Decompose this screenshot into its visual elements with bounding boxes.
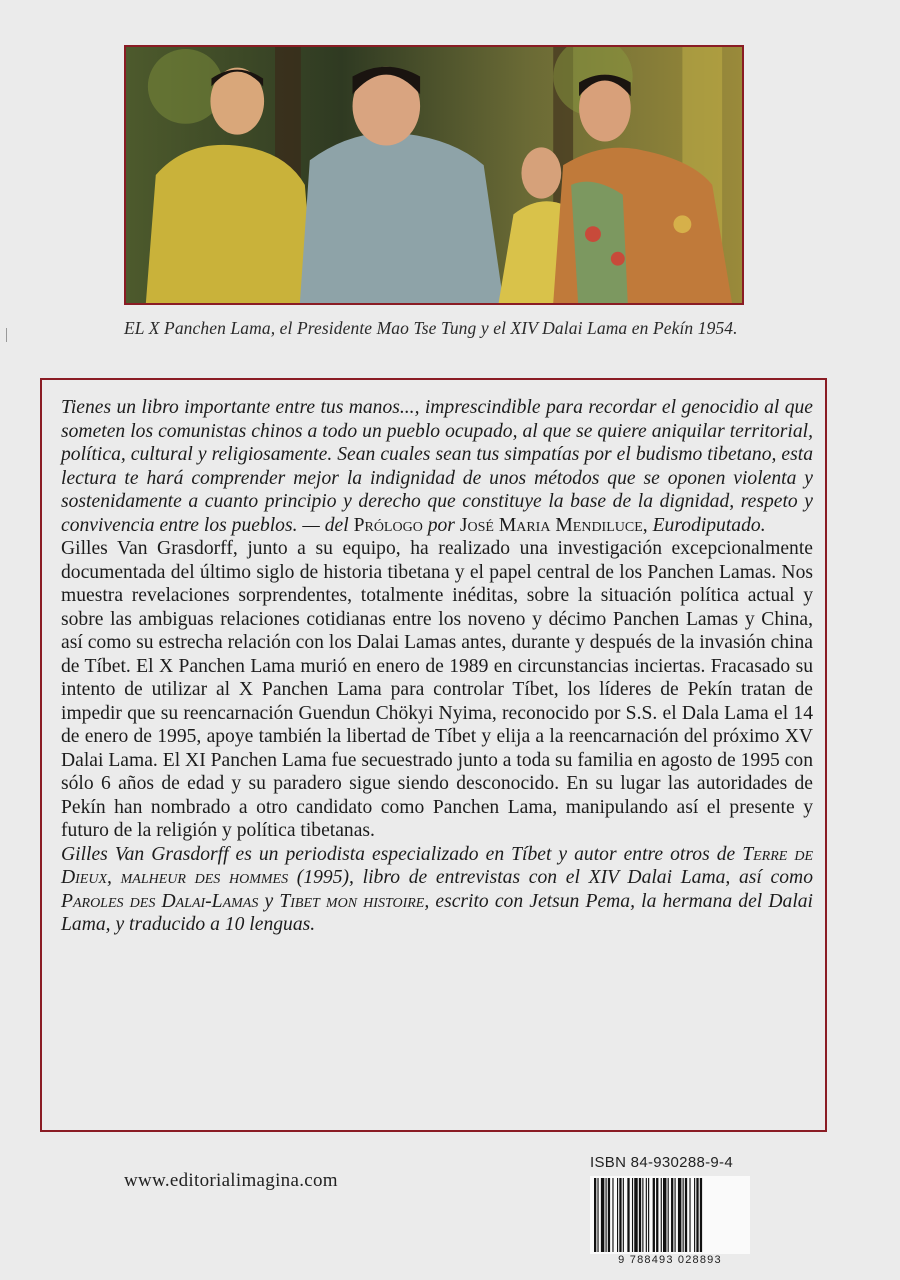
barcode-bar xyxy=(627,1178,629,1252)
barcode-bar xyxy=(683,1178,684,1252)
prologo-label: Prólogo xyxy=(353,514,423,536)
barcode-bar xyxy=(700,1178,702,1252)
barcode-bar xyxy=(661,1178,662,1252)
barcode-bar xyxy=(634,1178,637,1252)
barcode-bar xyxy=(678,1178,681,1252)
barcode-bar xyxy=(668,1178,669,1252)
barcode-bar xyxy=(694,1178,695,1252)
prologue-quote: Tienes un libro importante entre tus manos..., imprescindible para recordar el genocidio al que someten los comunistas chinos a todo un pueblo ocupado, al que se quiere aniquilar territorial, política, cultural y religiosamente. Sean cuales sean tus simpatías por el budismo tibetano, esta lectura te hará comprender mejor la indignidad de unos métodos que se oponen violenta y sostenidamente a cuanto principio y derecho que constituye la base de la dignidad, respeto y convivencia entre los pueblos. — del Prólogo por José Maria Mendiluce, Eurodiputado. xyxy=(61,397,813,536)
photo-caption: EL X Panchen Lama, el Presidente Mao Tse Tung y el XIV Dalai Lama en Pekín 1954. xyxy=(124,318,738,338)
isbn-number: ISBN 84-930288-9-4 xyxy=(590,1154,733,1171)
barcode-bar xyxy=(623,1178,624,1252)
book-title-1: Terre de Dieux, malheur des hommes xyxy=(61,843,813,888)
barcode-bar xyxy=(696,1178,698,1252)
barcode xyxy=(590,1176,750,1254)
prologue-author-title: Eurodiputado. xyxy=(652,514,766,536)
quote-text: Tienes un libro importante entre tus manos..., imprescindible para recordar el genocidio al que someten los comunistas chinos a todo un pueblo ocupado, al que se quiere aniquilar territorial, política, cultural y religiosamente. Sean cuales sean tus simpatías por el budismo tibetano, esta lectura te hará comprender mejor la indignidad de unos métodos que se oponen violenta y sostenidamente a cuanto principio y derecho que constituye la base de la dignidad, respeto y convivencia entre los pueblos. xyxy=(61,397,813,536)
book-title-3: Tibet mon histoire xyxy=(279,890,425,912)
barcode-bar xyxy=(675,1178,676,1252)
back-cover-text-box xyxy=(40,378,827,1132)
prologue-author: José Maria Mendiluce xyxy=(459,514,643,536)
barcode-bar xyxy=(642,1178,643,1252)
barcode-bar xyxy=(619,1178,621,1252)
barcode-bar xyxy=(646,1178,647,1252)
page-edge-mark xyxy=(6,328,10,342)
barcode-bar xyxy=(656,1178,658,1252)
barcode-bar xyxy=(648,1178,649,1252)
description-paragraph: Gilles Van Grasdorff, junto a su equipo, ha realizado una investigación excepcionalmente documentada del último siglo de historia tibetana y el papel central de los Panchen Lamas. Nos muestra revelaciones sorprendentes, totalmente inéditas, sobre la situación política actual y sobre las ambiguas relaciones cotidianas entre los noveno y décimo Panchen Lamas y China, así como su estrecha relación con los Dalai Lamas antes, durante y después de la invasión china de Tíbet. El X Panchen Lama murió en enero de 1989 en circunstancias inciertas. Fracasado su intento de utilizar al X Panchen Lama para controlar Tíbet, los líderes de Pekín tratan de impedir que su reencarnación Guendun Chökyi Nyima, reconocido por S.S. el Dala Lama el 14 de enero de 1995, apoye también la libertad de Tíbet y elija a la reencarnación del próximo XV Dalai Lama. El XI Panchen Lama fue secuestrado junto a toda su familia en agosto de 1995 con sólo 6 años de edad y su paradero sigue siendo desconocido. En su lugar las autoridades de Pekín han nombrado a otro candidato como Panchen Lama, manipulando así el presente y futuro de la religión y política tibetanas. xyxy=(61,538,813,841)
barcode-bar xyxy=(685,1178,687,1252)
barcode-bar xyxy=(606,1178,607,1252)
barcode-bar xyxy=(608,1178,610,1252)
barcode-bar xyxy=(594,1178,596,1252)
barcode-bars xyxy=(590,1176,750,1254)
book-title-2: Paroles des Dalai-Lamas xyxy=(61,890,259,912)
barcode-bar xyxy=(653,1178,655,1252)
barcode-bar xyxy=(597,1178,598,1252)
author-bio: Gilles Van Grasdorff es un periodista especializado en Tíbet y autor entre otros de Terre de Dieux, malheur des hommes (1995), libro de entrevistas con el XIV Dalai Lama, así como Paroles des Dalai-Lamas y Tibet mon histoire, escrito con Jetsun Pema, la hermana del Dalai Lama, y traducido a 10 lenguas. xyxy=(61,843,814,935)
barcode-bar xyxy=(663,1178,666,1252)
barcode-bar xyxy=(612,1178,613,1252)
barcode-bar xyxy=(639,1178,641,1252)
barcode-bar xyxy=(689,1178,690,1252)
barcode-bar xyxy=(632,1178,633,1252)
barcode-digits: 9 788493 028893 xyxy=(618,1254,722,1266)
cover-photo xyxy=(124,45,744,305)
barcode-bar xyxy=(617,1178,618,1252)
barcode-bar xyxy=(601,1178,604,1252)
historical-photo-illustration xyxy=(126,47,742,303)
publisher-website: www.editorialimagina.com xyxy=(124,1170,338,1191)
barcode-bar xyxy=(671,1178,673,1252)
